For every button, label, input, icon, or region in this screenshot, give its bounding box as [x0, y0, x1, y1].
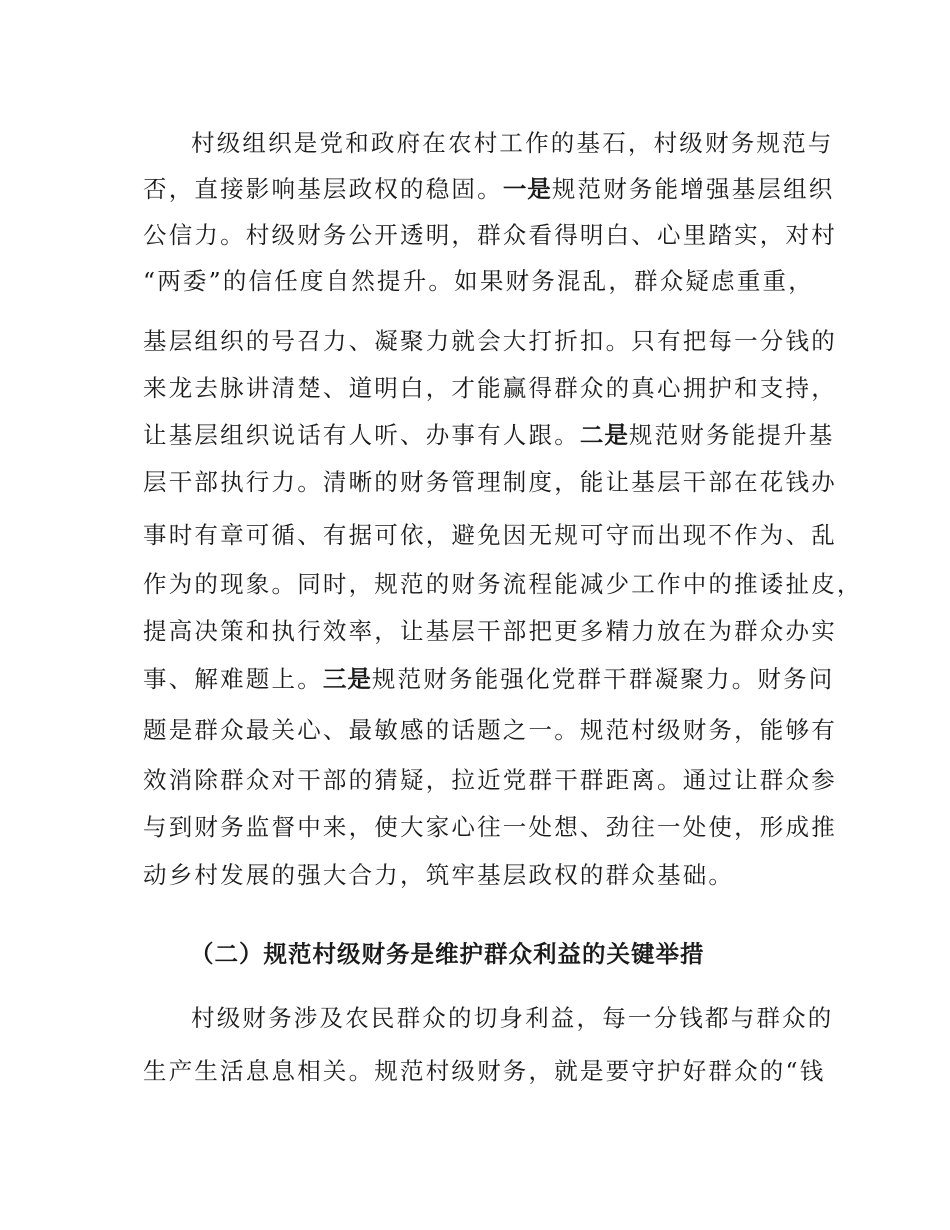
paragraph-line: 来龙去脉讲清楚、道明白，才能赢得群众的真心拥护和支持，	[143, 374, 837, 402]
paragraph-line: “两委”的信任度自然提升。如果财务混乱，群众疑虑重重，	[143, 267, 814, 295]
paragraph-line: 生产生活息息相关。规范村级财务，就是要守护好群众的“钱	[143, 1057, 826, 1085]
paragraph-line: 层干部执行力。清晰的财务管理制度，能让基层干部在花钱办	[143, 468, 837, 496]
paragraph-line: 村级组织是党和政府在农村工作的基石，村级财务规范与	[191, 129, 834, 157]
paragraph-line: 提高决策和执行效率，让基层干部把更多精力放在为群众办实	[143, 617, 837, 645]
paragraph-line: 公信力。村级财务公开透明，群众看得明白、心里踏实，对村	[143, 221, 837, 249]
paragraph-line: 作为的现象。同时，规范的财务流程能减少工作中的推诿扯皮，	[143, 570, 863, 598]
paragraph-line: 动乡村发展的强大合力，筑牢基层政权的群众基础。	[143, 861, 735, 889]
paragraph-line: 基层组织的号召力、凝聚力就会大打折扣。只有把每一分钱的	[143, 327, 837, 355]
emphasis-first: 一是	[502, 175, 552, 203]
paragraph-line: 事时有章可循、有据可依，避免因无规可守而出现不作为、乱	[143, 521, 837, 549]
paragraph-line: 与到财务监督中来，使大家心往一处想、劲往一处使，形成推	[143, 813, 837, 841]
paragraph-line: 村级财务涉及农民群众的切身利益，每一分钱都与群众的	[191, 1004, 834, 1032]
emphasis-third: 三是	[322, 665, 372, 693]
emphasis-second: 二是	[579, 421, 629, 449]
paragraph-line: 效消除群众对干部的猜疑，拉近党群干群距离。通过让群众参	[143, 766, 837, 794]
paragraph-line: 事、解难题上。三是规范财务能强化党群干群凝聚力。财务问	[143, 665, 835, 693]
section-heading: （二）规范村级财务是维护群众利益的关键举措	[190, 940, 705, 968]
paragraph-line: 让基层组织说话有人听、办事有人跟。二是规范财务能提升基	[143, 421, 835, 449]
paragraph-line: 否，直接影响基层政权的稳固。一是规范财务能增强基层组织	[143, 175, 835, 203]
paragraph-line: 题是群众最关心、最敏感的话题之一。规范村级财务，能够有	[143, 716, 837, 744]
